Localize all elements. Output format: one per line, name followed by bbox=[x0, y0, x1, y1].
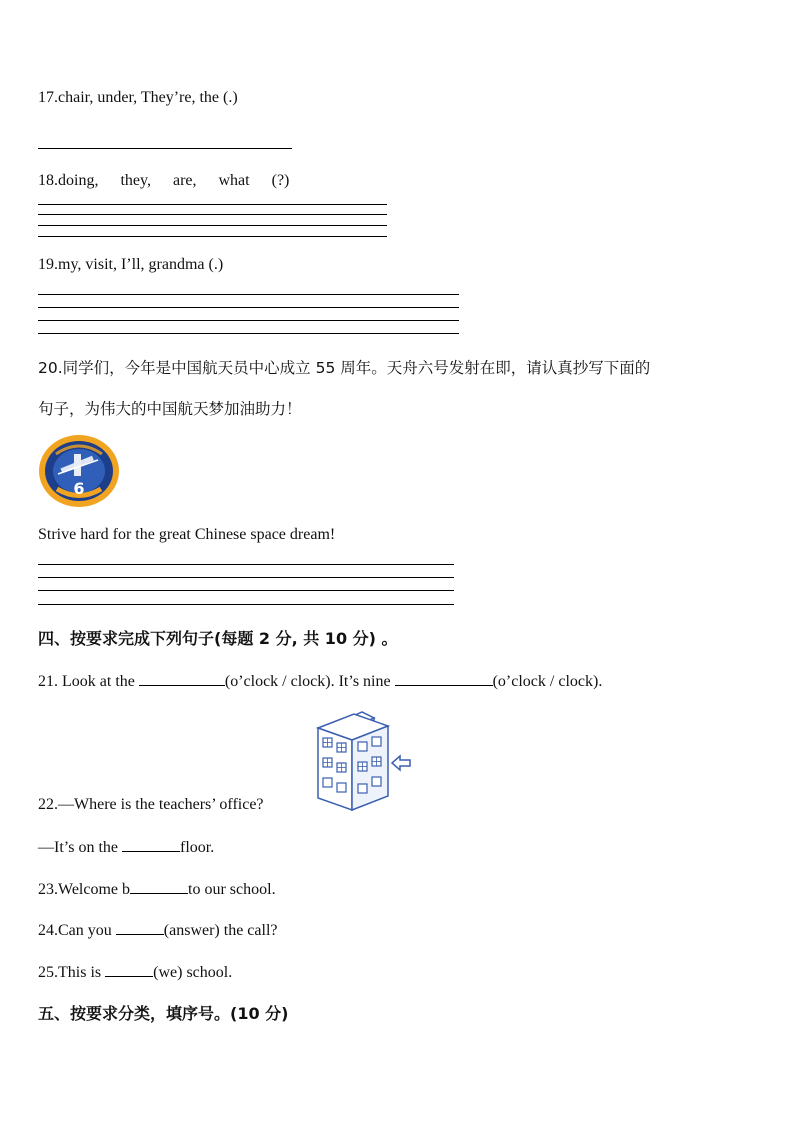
blank-field[interactable] bbox=[139, 671, 225, 686]
question-text: my, visit, I’ll, grandma (.) bbox=[58, 256, 224, 273]
question-text: (we) school. bbox=[153, 964, 233, 981]
word: doing, bbox=[58, 172, 99, 189]
question-text: Welcome b bbox=[58, 881, 131, 898]
question-text: floor. bbox=[180, 839, 215, 856]
question-17 bbox=[38, 88, 238, 108]
word: (?) bbox=[271, 172, 290, 189]
answer-line[interactable] bbox=[38, 204, 387, 205]
question-text: to our school. bbox=[188, 881, 276, 898]
blank-field[interactable] bbox=[122, 837, 180, 852]
question-text: chair, under, They’re, the (.) bbox=[58, 89, 238, 106]
answer-line[interactable] bbox=[38, 294, 459, 295]
word: what bbox=[218, 172, 250, 189]
blank-field[interactable] bbox=[105, 962, 153, 977]
word: they, bbox=[120, 172, 151, 189]
answer-line[interactable] bbox=[38, 225, 387, 226]
blank-field[interactable] bbox=[116, 920, 164, 935]
question-24 bbox=[38, 920, 278, 941]
answer-line[interactable] bbox=[38, 564, 454, 565]
question-text: This is bbox=[58, 964, 106, 981]
answer-line[interactable] bbox=[38, 307, 459, 308]
question-23 bbox=[38, 879, 276, 900]
answer-line[interactable] bbox=[38, 236, 387, 237]
question-number: 23. bbox=[38, 881, 58, 898]
question-number: 17. bbox=[38, 89, 58, 106]
question-number: 24. bbox=[38, 922, 58, 939]
question-number: 22. bbox=[38, 796, 58, 813]
building-icon bbox=[314, 706, 414, 812]
word: are, bbox=[172, 172, 197, 189]
question-text: (o’clock / clock). It’s nine bbox=[224, 673, 395, 690]
answer-line[interactable] bbox=[38, 590, 454, 591]
answer-line[interactable] bbox=[38, 320, 459, 321]
answer-line[interactable] bbox=[38, 604, 454, 605]
question-text: Can you bbox=[58, 922, 116, 939]
question-21 bbox=[38, 671, 602, 692]
blank-field[interactable] bbox=[130, 879, 188, 894]
question-19 bbox=[38, 255, 223, 275]
question-18 bbox=[38, 171, 289, 191]
answer-line[interactable] bbox=[38, 214, 387, 215]
question-text: —It’s on the bbox=[38, 839, 122, 856]
space-mission-badge-icon bbox=[38, 434, 120, 508]
question-number: 20. bbox=[38, 359, 63, 377]
svg-text:6: 6 bbox=[73, 479, 85, 498]
section-5-heading: 五、按要求分类，填序号。(10 分) bbox=[38, 1004, 289, 1023]
question-20-line1 bbox=[38, 358, 650, 378]
question-number: 25. bbox=[38, 964, 58, 981]
question-number: 18. bbox=[38, 172, 58, 189]
question-text: (o’clock / clock). bbox=[492, 673, 603, 690]
answer-line[interactable] bbox=[38, 333, 459, 334]
answer-line[interactable] bbox=[38, 577, 454, 578]
question-22-answer bbox=[38, 837, 214, 858]
answer-line[interactable] bbox=[38, 148, 292, 149]
question-20-line2: 句子，为伟大的中国航天梦加油助力！ bbox=[38, 400, 302, 418]
question-text: (answer) the call? bbox=[163, 922, 278, 939]
question-25 bbox=[38, 962, 232, 983]
section-4-heading: 四、按要求完成下列句子(每题 2 分, 共 10 分) 。 bbox=[38, 629, 398, 648]
question-text: —Where is the teachers’ office? bbox=[58, 796, 264, 813]
question-text: . Look at the bbox=[54, 673, 139, 690]
question-22 bbox=[38, 795, 264, 815]
blank-field[interactable] bbox=[395, 671, 493, 686]
question-text: 同学们，今年是中国航天员中心成立 55 周年。天舟六号发射在即，请认真抄写下面的 bbox=[62, 359, 651, 377]
question-number: 19. bbox=[38, 256, 58, 273]
model-sentence: Strive hard for the great Chinese space dream! bbox=[38, 526, 336, 543]
question-number: 21 bbox=[38, 673, 54, 690]
